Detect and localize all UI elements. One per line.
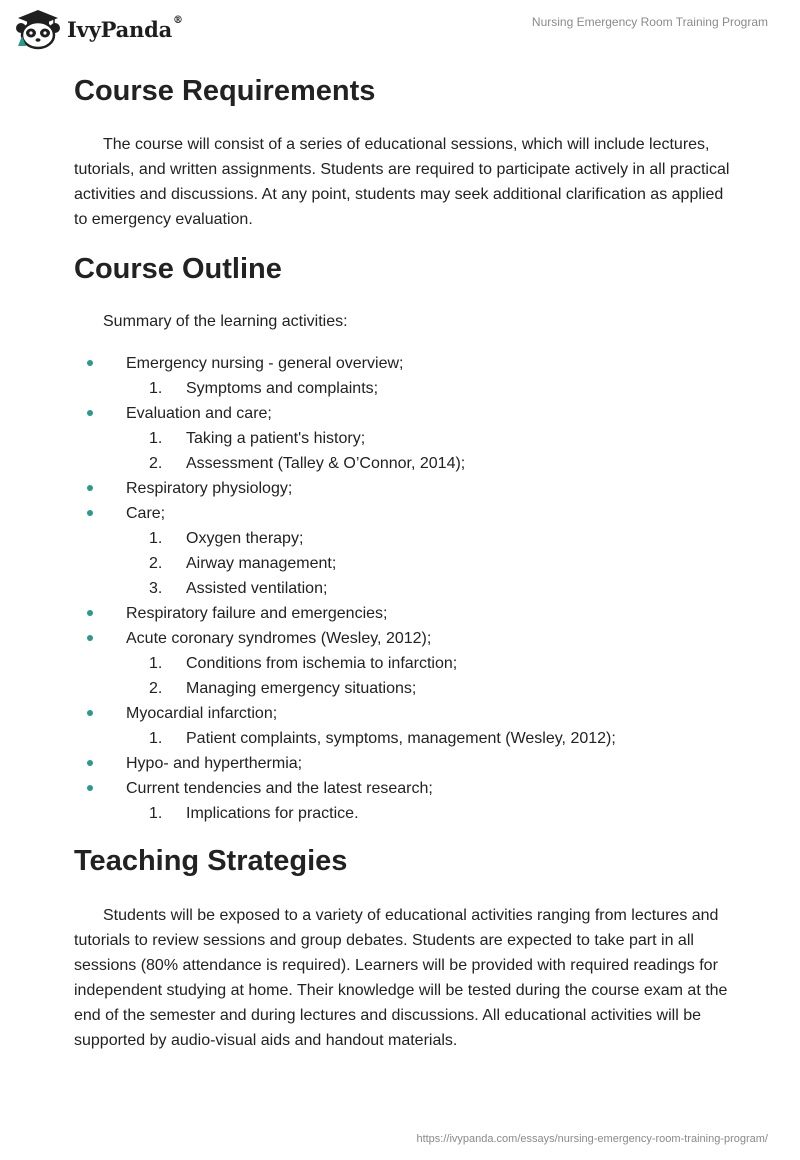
list-item-text: Myocardial infarction;: [126, 705, 278, 722]
sub-item-number: 2.: [149, 680, 163, 697]
sub-item-text: Taking a patient's history;: [186, 430, 366, 447]
bullet-icon: [87, 760, 93, 766]
heading-teaching-strategies: Teaching Strategies: [74, 845, 348, 877]
sub-list-item: [0, 676, 800, 701]
list-item-text: Respiratory physiology;: [126, 480, 293, 497]
sub-item-text: Conditions from ischemia to infarction;: [186, 655, 458, 672]
heading-course-requirements: Course Requirements: [74, 75, 376, 107]
source-url[interactable]: https://ivypanda.com/essays/nursing-emergency-room-training-program/: [416, 1133, 768, 1145]
logo-wordmark: [67, 14, 183, 42]
strategies-paragraph: Students will be exposed to a variety of educational activities ranging from lectures and tutorials to review sessions and group debates. Students are expected to take part in all sessions (80% attendance is required). Learners will be provided with required readings for independent studying at home. Their knowledge will be tested during the course exam at the end of the semester and during lectures and discussions. All educational activities will be supported by audio-visual aids and handout materials.: [74, 907, 728, 1049]
requirements-paragraph: The course will consist of a series of educational sessions, which will include lectures, tutorials, and written assignments. Students are required to participate actively in all practical activities and discussions. At any point, students may seek additional clarification as applied to emergency evaluation.: [74, 136, 730, 228]
list-item: [0, 751, 800, 776]
sub-item-text: Airway management;: [186, 555, 337, 572]
sub-item-number: 1.: [149, 380, 163, 397]
list-item: [0, 601, 800, 626]
list-item: [0, 776, 800, 801]
sub-list-item: [0, 551, 800, 576]
sub-item-text: Symptoms and complaints;: [186, 380, 379, 397]
list-item-text: Acute coronary syndromes (Wesley, 2012);: [126, 630, 432, 647]
list-item: [0, 476, 800, 501]
sub-list-item: [0, 451, 800, 476]
sub-list-item: [0, 651, 800, 676]
sub-item-number: 1.: [149, 655, 163, 672]
sub-list-item: [0, 726, 800, 751]
list-item-text: Care;: [126, 505, 166, 522]
logo-name: IvyPanda: [67, 16, 173, 42]
sub-item-number: 2.: [149, 555, 163, 572]
registered-mark: ®: [173, 14, 183, 26]
sub-item-text: Assisted ventilation;: [186, 580, 328, 597]
bullet-icon: [87, 785, 93, 791]
sub-item-text: Managing emergency situations;: [186, 680, 417, 697]
ivypanda-logo[interactable]: [14, 8, 183, 50]
bullet-icon: [87, 635, 93, 641]
list-item-text: Respiratory failure and emergencies;: [126, 605, 388, 622]
list-item: [0, 701, 800, 726]
sub-item-number: 1.: [149, 730, 163, 747]
sub-item-number: 3.: [149, 580, 163, 597]
sub-list-item: [0, 376, 800, 401]
bullet-icon: [87, 610, 93, 616]
bullet-icon: [87, 485, 93, 491]
list-item-text: Hypo- and hyperthermia;: [126, 755, 303, 772]
list-item-text: Current tendencies and the latest research;: [126, 780, 433, 797]
document-title: Nursing Emergency Room Training Program: [531, 15, 768, 29]
sub-item-number: 1.: [149, 805, 163, 822]
list-item: [0, 501, 800, 526]
bullet-icon: [87, 360, 93, 366]
bullet-icon: [87, 410, 93, 416]
list-item-text: Evaluation and care;: [126, 405, 272, 422]
list-item: [0, 626, 800, 651]
outline-intro: Summary of the learning activities:: [103, 313, 348, 330]
sub-item-text: Oxygen therapy;: [186, 530, 304, 547]
list-item: [0, 401, 800, 426]
course-outline-list: [0, 351, 800, 826]
bullet-icon: [87, 510, 93, 516]
sub-item-text: Implications for practice.: [186, 805, 359, 822]
sub-list-item: [0, 426, 800, 451]
sub-list-item: [0, 526, 800, 551]
sub-item-text: Assessment (Talley & O’Connor, 2014);: [186, 455, 466, 472]
sub-item-number: 2.: [149, 455, 163, 472]
sub-item-number: 1.: [149, 530, 163, 547]
panda-graduate-icon: [14, 8, 62, 50]
sub-list-item: [0, 576, 800, 601]
heading-course-outline: Course Outline: [74, 253, 282, 285]
list-item: [0, 351, 800, 376]
sub-list-item: [0, 801, 800, 826]
sub-item-text: Patient complaints, symptoms, management (Wesley, 2012);: [186, 730, 616, 747]
sub-item-number: 1.: [149, 430, 163, 447]
list-item-text: Emergency nursing - general overview;: [126, 355, 404, 372]
bullet-icon: [87, 710, 93, 716]
